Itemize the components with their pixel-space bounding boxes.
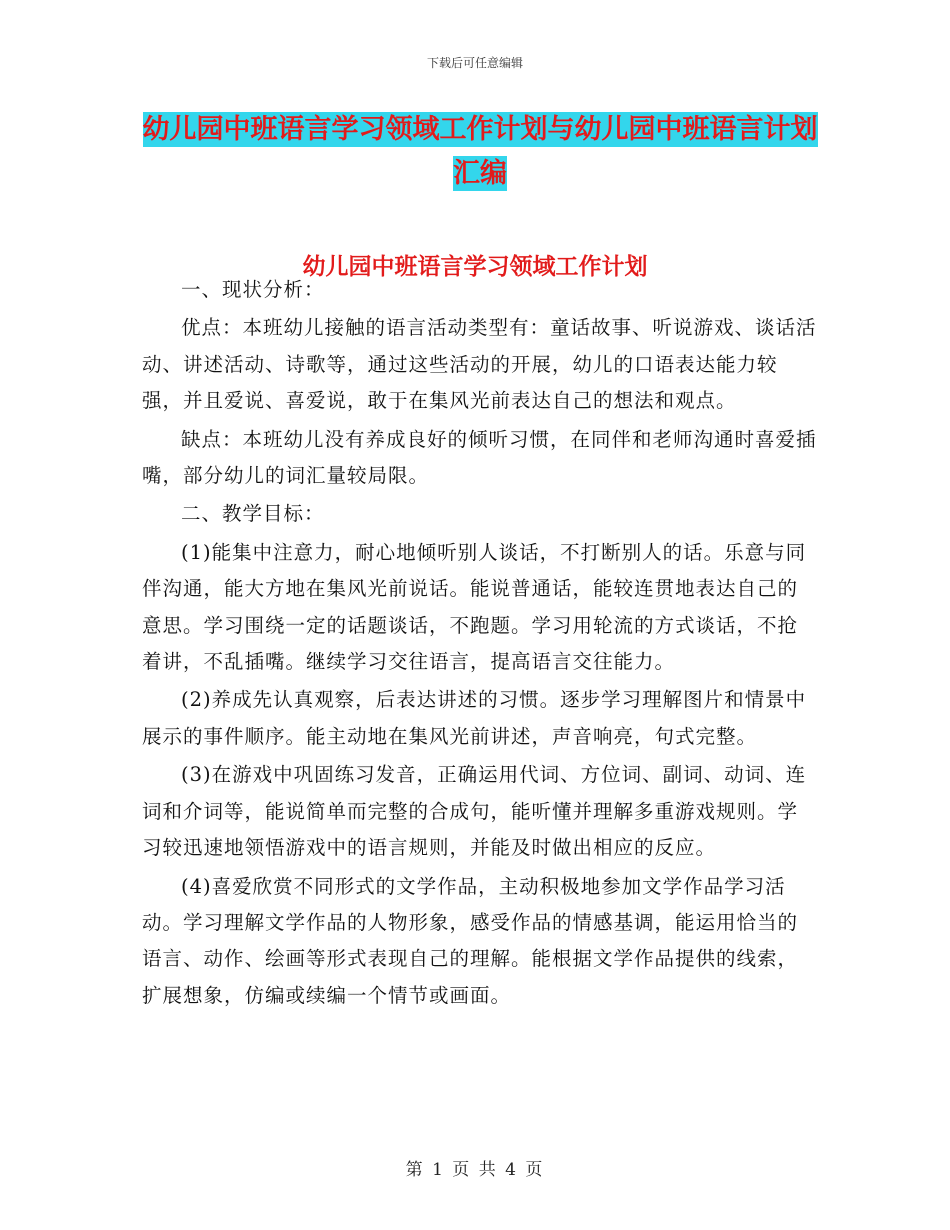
page-footer: 第 1 页 共 4 页: [405, 1160, 545, 1180]
paragraph-weaknesses: 缺点：本班幼儿没有养成良好的倾听习惯，在同伴和老师沟通时喜爱插嘴，部分幼儿的词汇量较局限。: [142, 427, 817, 488]
heading-status-analysis: 一、现状分析：: [181, 278, 325, 301]
heading-teaching-goals: 二、教学目标：: [181, 502, 325, 526]
document-title: [140, 108, 820, 196]
header-note: 下载后可任意编辑: [426, 56, 523, 70]
section-title: 幼儿园中班语言学习领域工作计划: [302, 253, 648, 280]
paragraph-goal-2: (2)养成先认真观察，后表达讲述的习惯。逐步学习理解图片和情景中展示的事件顺序。能主动地在集风光前讲述，声音响亮，句式完整。: [142, 688, 807, 748]
document-body: [142, 272, 818, 1014]
document-title-text: 幼儿园中班语言学习领域工作计划与幼儿园中班语言计划汇编: [142, 114, 818, 189]
paragraph-goal-1: (1)能集中注意力，耐心地倾听别人谈话，不打断别人的话。乐意与同伴沟通，能大方地在集风光前说话。能说普通话，能较连贯地表达自己的意思。学习围绕一定的话题谈话，不跑题。学习用轮流的方式谈话，不抢着讲，不乱插嘴。继续学习交往语言，提高语言交往能力。: [142, 540, 807, 674]
paragraph-goal-3: (3)在游戏中巩固练习发音，正确运用代词、方位词、副词、动词、连词和介词等，能说简单而完整的合成句，能听懂并理解多重游戏规则。学习较迅速地领悟游戏中的语言规则，并能及时做出相应的反应。: [142, 763, 807, 860]
paragraph-strengths: 优点：本班幼儿接触的语言活动类型有：童话故事、听说游戏、谈话活动、讲述活动、诗歌等，通过这些活动的开展，幼儿的口语表达能力较强，并且爱说、喜爱说，敢于在集风光前表达自己的想法和观点。: [142, 316, 817, 413]
paragraph-goal-4: (4)喜爱欣赏不同形式的文学作品，主动积极地参加文学作品学习活动。学习理解文学作品的人物形象，感受作品的情感基调，能运用恰当的语言、动作、绘画等形式表现自己的理解。能根据文学作品提供的线索，扩展想象，仿编或续编一个情节或画面。: [142, 874, 799, 1007]
